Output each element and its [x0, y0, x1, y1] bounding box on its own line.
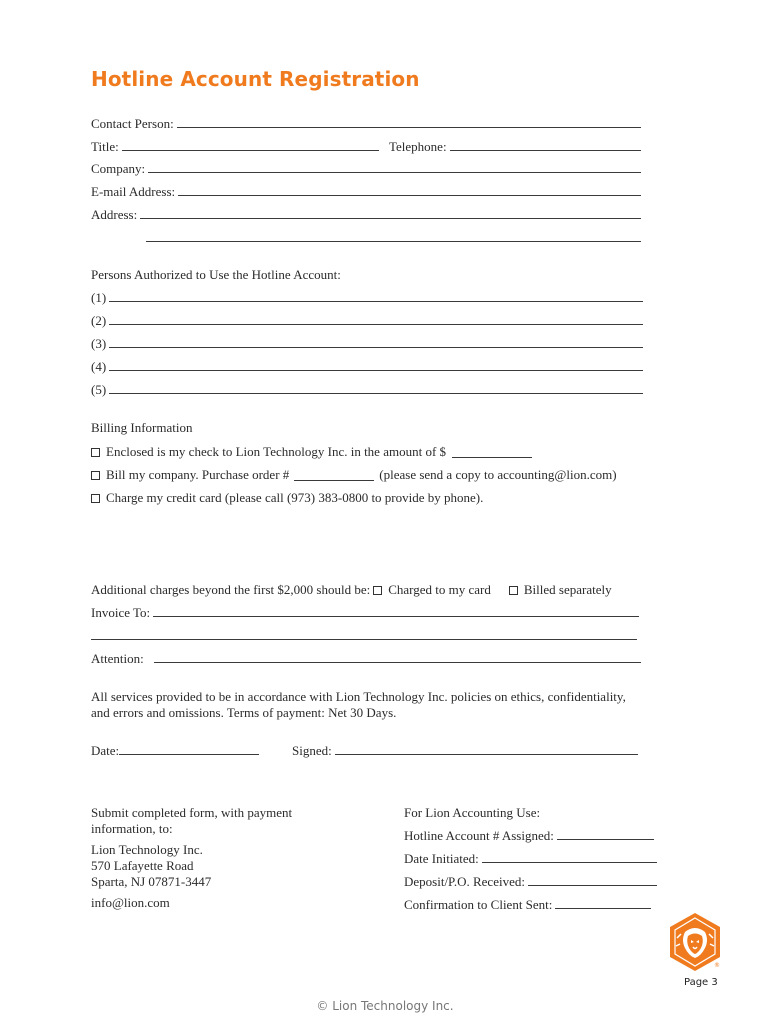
- billing-option-credit[interactable]: [91, 490, 483, 506]
- confirmation-sent-field[interactable]: [404, 897, 651, 913]
- checkbox-icon[interactable]: [509, 586, 518, 595]
- authorized-number: (4): [91, 359, 107, 374]
- telephone-underline[interactable]: [450, 140, 641, 151]
- checkbox-icon[interactable]: [91, 494, 100, 503]
- date-underline[interactable]: [119, 744, 259, 755]
- invoice-to-underline[interactable]: [153, 606, 639, 617]
- telephone-field[interactable]: [389, 139, 641, 155]
- additional-charges-row: [91, 582, 612, 598]
- email-label: E-mail Address:: [91, 184, 176, 199]
- purchase-order-underline[interactable]: [294, 470, 374, 481]
- invoice-to-field[interactable]: [91, 605, 639, 621]
- registered-mark: ®: [714, 962, 720, 969]
- authorized-person-5[interactable]: [91, 382, 643, 398]
- deposit-received-underline[interactable]: [528, 875, 657, 886]
- confirmation-sent-underline[interactable]: [555, 898, 651, 909]
- submit-company: Lion Technology Inc.: [91, 842, 203, 857]
- billed-separately-label: Billed separately: [523, 582, 612, 597]
- terms-line-2: and errors and omissions. Terms of payment: Net 30 Days.: [91, 705, 397, 720]
- date-initiated-label: Date Initiated:: [404, 851, 479, 866]
- hotline-account-assigned-underline[interactable]: [557, 829, 654, 840]
- charged-to-card-label: Charged to my card: [388, 582, 491, 597]
- confirmation-sent-label: Confirmation to Client Sent:: [404, 897, 553, 912]
- date-field[interactable]: [91, 743, 259, 759]
- copyright: © Lion Technology Inc.: [316, 999, 454, 1013]
- address-label: Address:: [91, 207, 138, 222]
- address-line-2-underline[interactable]: [146, 231, 641, 242]
- billing-heading: Billing Information: [91, 420, 193, 435]
- hotline-account-assigned-label: Hotline Account # Assigned:: [404, 828, 554, 843]
- additional-charges-label: Additional charges beyond the first $2,000 should be:: [91, 582, 371, 597]
- terms-line-1: All services provided to be in accordance with Lion Technology Inc. policies on ethics, confidentiality,: [91, 689, 626, 704]
- accounting-heading: For Lion Accounting Use:: [404, 805, 541, 820]
- telephone-label: Telephone:: [389, 139, 447, 154]
- company-field[interactable]: [91, 161, 641, 177]
- amount-underline[interactable]: [452, 447, 532, 458]
- company-label: Company:: [91, 161, 146, 176]
- title-underline[interactable]: [122, 140, 379, 151]
- page-number: Page 3: [684, 977, 718, 988]
- checkbox-icon[interactable]: [373, 586, 382, 595]
- authorized-person-4[interactable]: [91, 359, 643, 375]
- authorized-person-3[interactable]: [91, 336, 643, 352]
- authorized-heading: Persons Authorized to Use the Hotline Account:: [91, 267, 341, 282]
- address-underline[interactable]: [140, 208, 641, 219]
- attention-underline[interactable]: [154, 652, 641, 663]
- lion-logo: [667, 912, 723, 976]
- authorized-underline[interactable]: [109, 291, 643, 302]
- invoice-line-2[interactable]: [91, 628, 637, 644]
- billing-option-check-label: Enclosed is my check to Lion Technology Inc. in the amount of $: [106, 444, 447, 459]
- authorized-number: (1): [91, 290, 107, 305]
- signed-label: Signed:: [292, 743, 332, 758]
- authorized-underline[interactable]: [109, 314, 643, 325]
- signed-field[interactable]: [292, 743, 638, 759]
- address-line-2[interactable]: [146, 230, 641, 246]
- submit-instructions-line-1: Submit completed form, with payment: [91, 805, 293, 820]
- submit-instructions-line-2: information, to:: [91, 821, 173, 836]
- authorized-number: (3): [91, 336, 107, 351]
- authorized-underline[interactable]: [109, 360, 643, 371]
- attention-field[interactable]: [91, 651, 641, 667]
- billing-option-credit-label: Charge my credit card (please call (973) 383-0800 to provide by phone).: [106, 490, 484, 505]
- checkbox-icon[interactable]: [91, 471, 100, 480]
- page-title: Hotline Account Registration: [91, 67, 420, 91]
- address-field[interactable]: [91, 207, 641, 223]
- title-label: Title:: [91, 139, 119, 154]
- submit-street: 570 Lafayette Road: [91, 858, 194, 873]
- invoice-to-label: Invoice To:: [91, 605, 151, 620]
- authorized-underline[interactable]: [109, 383, 643, 394]
- contact-person-underline[interactable]: [177, 117, 641, 128]
- contact-person-field[interactable]: [91, 116, 641, 132]
- billing-option-check[interactable]: [91, 444, 532, 460]
- authorized-person-1[interactable]: [91, 290, 643, 306]
- email-field[interactable]: [91, 184, 641, 200]
- date-label: Date:: [91, 743, 120, 758]
- company-underline[interactable]: [148, 162, 641, 173]
- date-initiated-underline[interactable]: [482, 852, 657, 863]
- authorized-underline[interactable]: [109, 337, 643, 348]
- invoice-line-2-underline[interactable]: [91, 629, 637, 640]
- billing-option-company-label: Bill my company. Purchase order #: [106, 467, 290, 482]
- email-underline[interactable]: [178, 185, 641, 196]
- hotline-account-assigned-field[interactable]: [404, 828, 654, 844]
- date-initiated-field[interactable]: [404, 851, 657, 867]
- submit-email: info@lion.com: [91, 895, 170, 910]
- authorized-number: (2): [91, 313, 107, 328]
- checkbox-icon[interactable]: [91, 448, 100, 457]
- submit-city: Sparta, NJ 07871-3447: [91, 874, 212, 889]
- attention-label: Attention:: [91, 651, 144, 666]
- authorized-person-2[interactable]: [91, 313, 643, 329]
- deposit-received-field[interactable]: [404, 874, 657, 890]
- contact-person-label: Contact Person:: [91, 116, 174, 131]
- authorized-number: (5): [91, 382, 107, 397]
- billing-option-company-note: (please send a copy to accounting@lion.com): [379, 467, 617, 482]
- title-field[interactable]: [91, 139, 379, 155]
- billing-option-company[interactable]: [91, 467, 617, 483]
- signed-underline[interactable]: [335, 744, 638, 755]
- deposit-received-label: Deposit/P.O. Received:: [404, 874, 525, 889]
